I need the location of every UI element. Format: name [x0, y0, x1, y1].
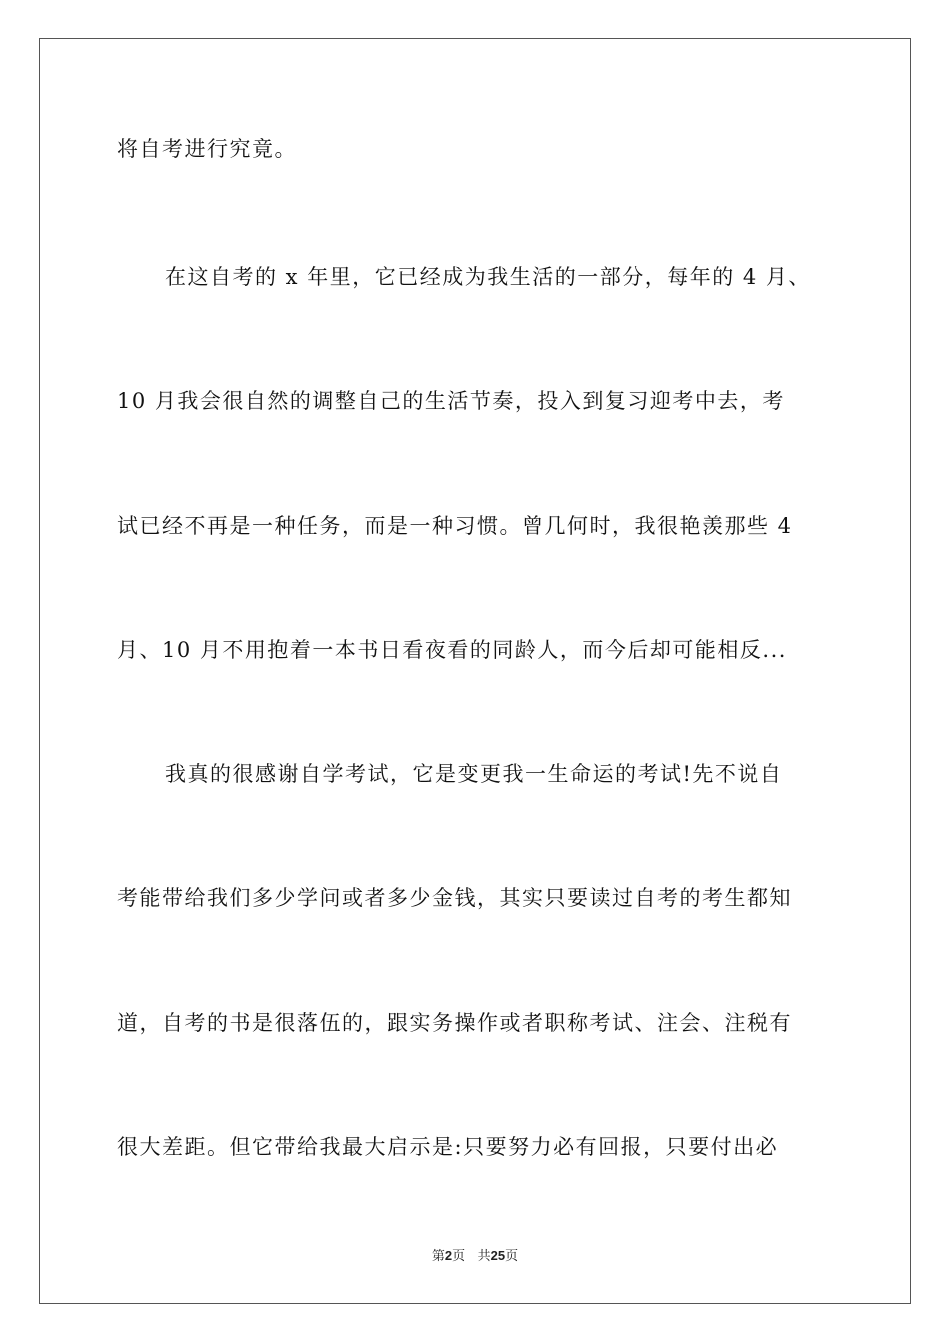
total-pages: 25: [490, 1248, 506, 1263]
text-line-5: 月、10 月不用抱着一本书日看夜看的同龄人，而今后却可能相反...: [117, 638, 787, 662]
text-line-2: 在这自考的 x 年里，它已经成为我生活的一部分，每年的 4 月、: [165, 265, 811, 289]
page-number: 2: [444, 1248, 453, 1263]
text-line-3: 10 月我会很自然的调整自己的生活节奏，投入到复习迎考中去，考: [117, 389, 785, 413]
text-line-8: 道，自考的书是很落伍的，跟实务操作或者职称考试、注会、注税有: [117, 1011, 792, 1035]
page-prefix: 第: [431, 1249, 445, 1264]
page-border: [39, 38, 911, 1304]
total-suffix: 页: [505, 1249, 519, 1264]
total-prefix: 共: [477, 1249, 491, 1264]
page-suffix: 页: [452, 1249, 466, 1264]
text-line-7: 考能带给我们多少学问或者多少金钱，其实只要读过自考的考生都知: [117, 886, 792, 910]
text-line-6: 我真的很感谢自学考试，它是变更我一生命运的考试!先不说自: [165, 762, 783, 786]
text-line-1: 将自考进行究竟。: [117, 137, 297, 161]
page-footer: [0, 1248, 950, 1265]
text-line-9: 很大差距。但它带给我最大启示是:只要努力必有回报，只要付出必: [117, 1135, 779, 1159]
text-line-4: 试已经不再是一种任务，而是一种习惯。曾几何时，我很艳羡那些 4: [117, 514, 793, 538]
